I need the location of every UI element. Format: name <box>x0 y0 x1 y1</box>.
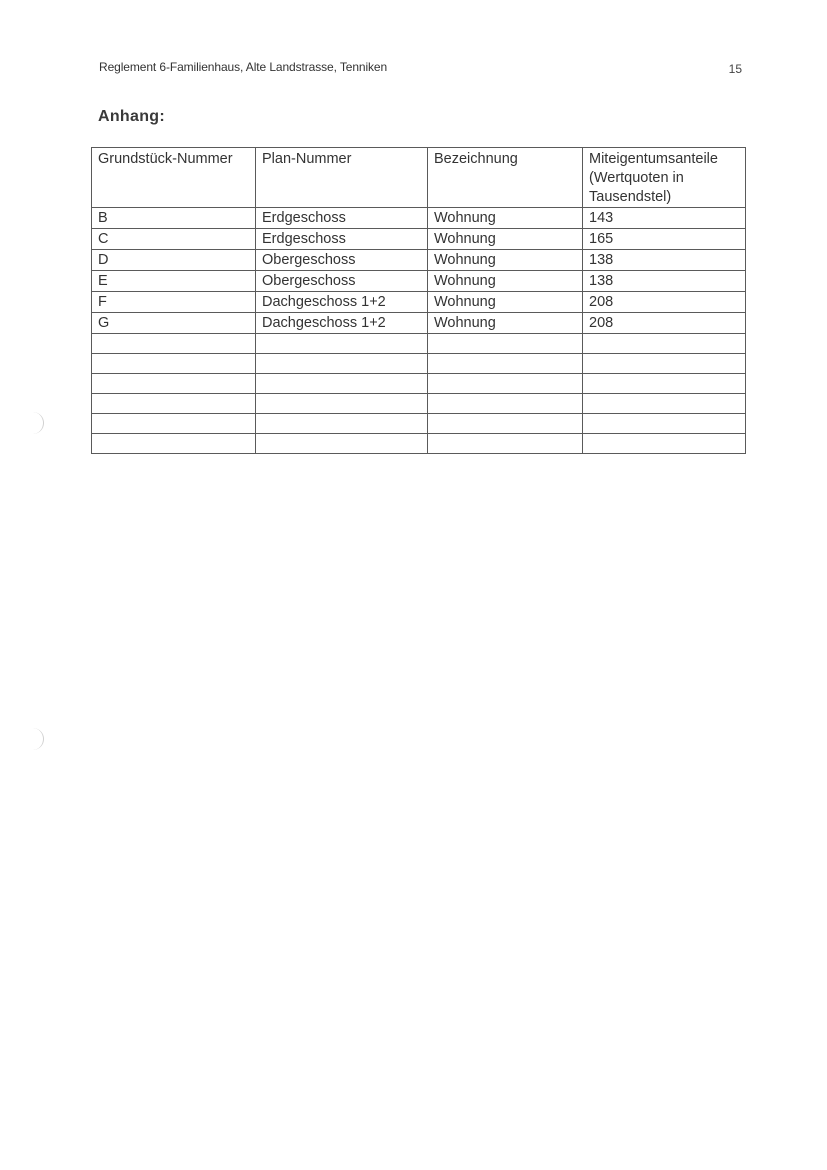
cell-parcel-number <box>92 434 256 454</box>
cell-ownership-share: 208 <box>583 292 746 313</box>
table-header-row <box>92 148 746 208</box>
cell-ownership-share <box>583 434 746 454</box>
section-heading: Anhang: <box>98 108 165 125</box>
table-row <box>92 250 746 271</box>
cell-ownership-share: 138 <box>583 271 746 292</box>
column-header-ownership-share: Miteigentumsanteile (Wertquoten in Tausendstel) <box>583 148 746 208</box>
table-row <box>92 313 746 334</box>
cell-parcel-number: E <box>92 271 256 292</box>
cell-parcel-number: C <box>92 229 256 250</box>
cell-plan-number: Erdgeschoss <box>256 208 428 229</box>
table-row <box>92 434 746 454</box>
cell-parcel-number <box>92 394 256 414</box>
table-row <box>92 229 746 250</box>
cell-parcel-number <box>92 354 256 374</box>
cell-parcel-number: D <box>92 250 256 271</box>
cell-designation <box>428 354 583 374</box>
cell-parcel-number: F <box>92 292 256 313</box>
cell-plan-number <box>256 434 428 454</box>
cell-parcel-number: B <box>92 208 256 229</box>
cell-plan-number: Dachgeschoss 1+2 <box>256 313 428 334</box>
cell-plan-number <box>256 354 428 374</box>
cell-designation: Wohnung <box>428 292 583 313</box>
cell-plan-number: Erdgeschoss <box>256 229 428 250</box>
table-body <box>92 208 746 454</box>
cell-ownership-share: 165 <box>583 229 746 250</box>
cell-plan-number: Obergeschoss <box>256 271 428 292</box>
cell-ownership-share <box>583 354 746 374</box>
cell-designation <box>428 434 583 454</box>
cell-designation: Wohnung <box>428 229 583 250</box>
cell-parcel-number <box>92 334 256 354</box>
cell-parcel-number <box>92 374 256 394</box>
cell-designation: Wohnung <box>428 271 583 292</box>
cell-designation: Wohnung <box>428 250 583 271</box>
cell-ownership-share <box>583 374 746 394</box>
cell-ownership-share <box>583 334 746 354</box>
cell-plan-number <box>256 374 428 394</box>
punch-hole-mark <box>27 412 44 434</box>
table-row <box>92 334 746 354</box>
column-header-parcel-number: Grundstück-Nummer <box>92 148 256 208</box>
table-row <box>92 414 746 434</box>
column-header-designation: Bezeichnung <box>428 148 583 208</box>
cell-plan-number <box>256 394 428 414</box>
cell-designation <box>428 394 583 414</box>
cell-designation <box>428 374 583 394</box>
cell-designation: Wohnung <box>428 313 583 334</box>
cell-plan-number: Obergeschoss <box>256 250 428 271</box>
cell-designation <box>428 334 583 354</box>
table-row <box>92 292 746 313</box>
ownership-share-table <box>91 147 746 454</box>
table-row <box>92 374 746 394</box>
cell-ownership-share: 138 <box>583 250 746 271</box>
punch-hole-mark <box>27 728 44 750</box>
cell-parcel-number <box>92 414 256 434</box>
document-title: Reglement 6-Familienhaus, Alte Landstrasse, Tenniken <box>99 60 388 74</box>
table-row <box>92 271 746 292</box>
cell-ownership-share: 208 <box>583 313 746 334</box>
cell-parcel-number: G <box>92 313 256 334</box>
cell-plan-number <box>256 414 428 434</box>
table-row <box>92 208 746 229</box>
appendix-table-container <box>91 147 745 454</box>
page-header <box>99 60 744 78</box>
table-row <box>92 354 746 374</box>
table-row <box>92 394 746 414</box>
column-header-plan-number: Plan-Nummer <box>256 148 428 208</box>
cell-ownership-share <box>583 394 746 414</box>
cell-plan-number <box>256 334 428 354</box>
cell-designation <box>428 414 583 434</box>
cell-ownership-share: 143 <box>583 208 746 229</box>
cell-ownership-share <box>583 414 746 434</box>
cell-designation: Wohnung <box>428 208 583 229</box>
page-number: 15 <box>728 62 742 76</box>
cell-plan-number: Dachgeschoss 1+2 <box>256 292 428 313</box>
